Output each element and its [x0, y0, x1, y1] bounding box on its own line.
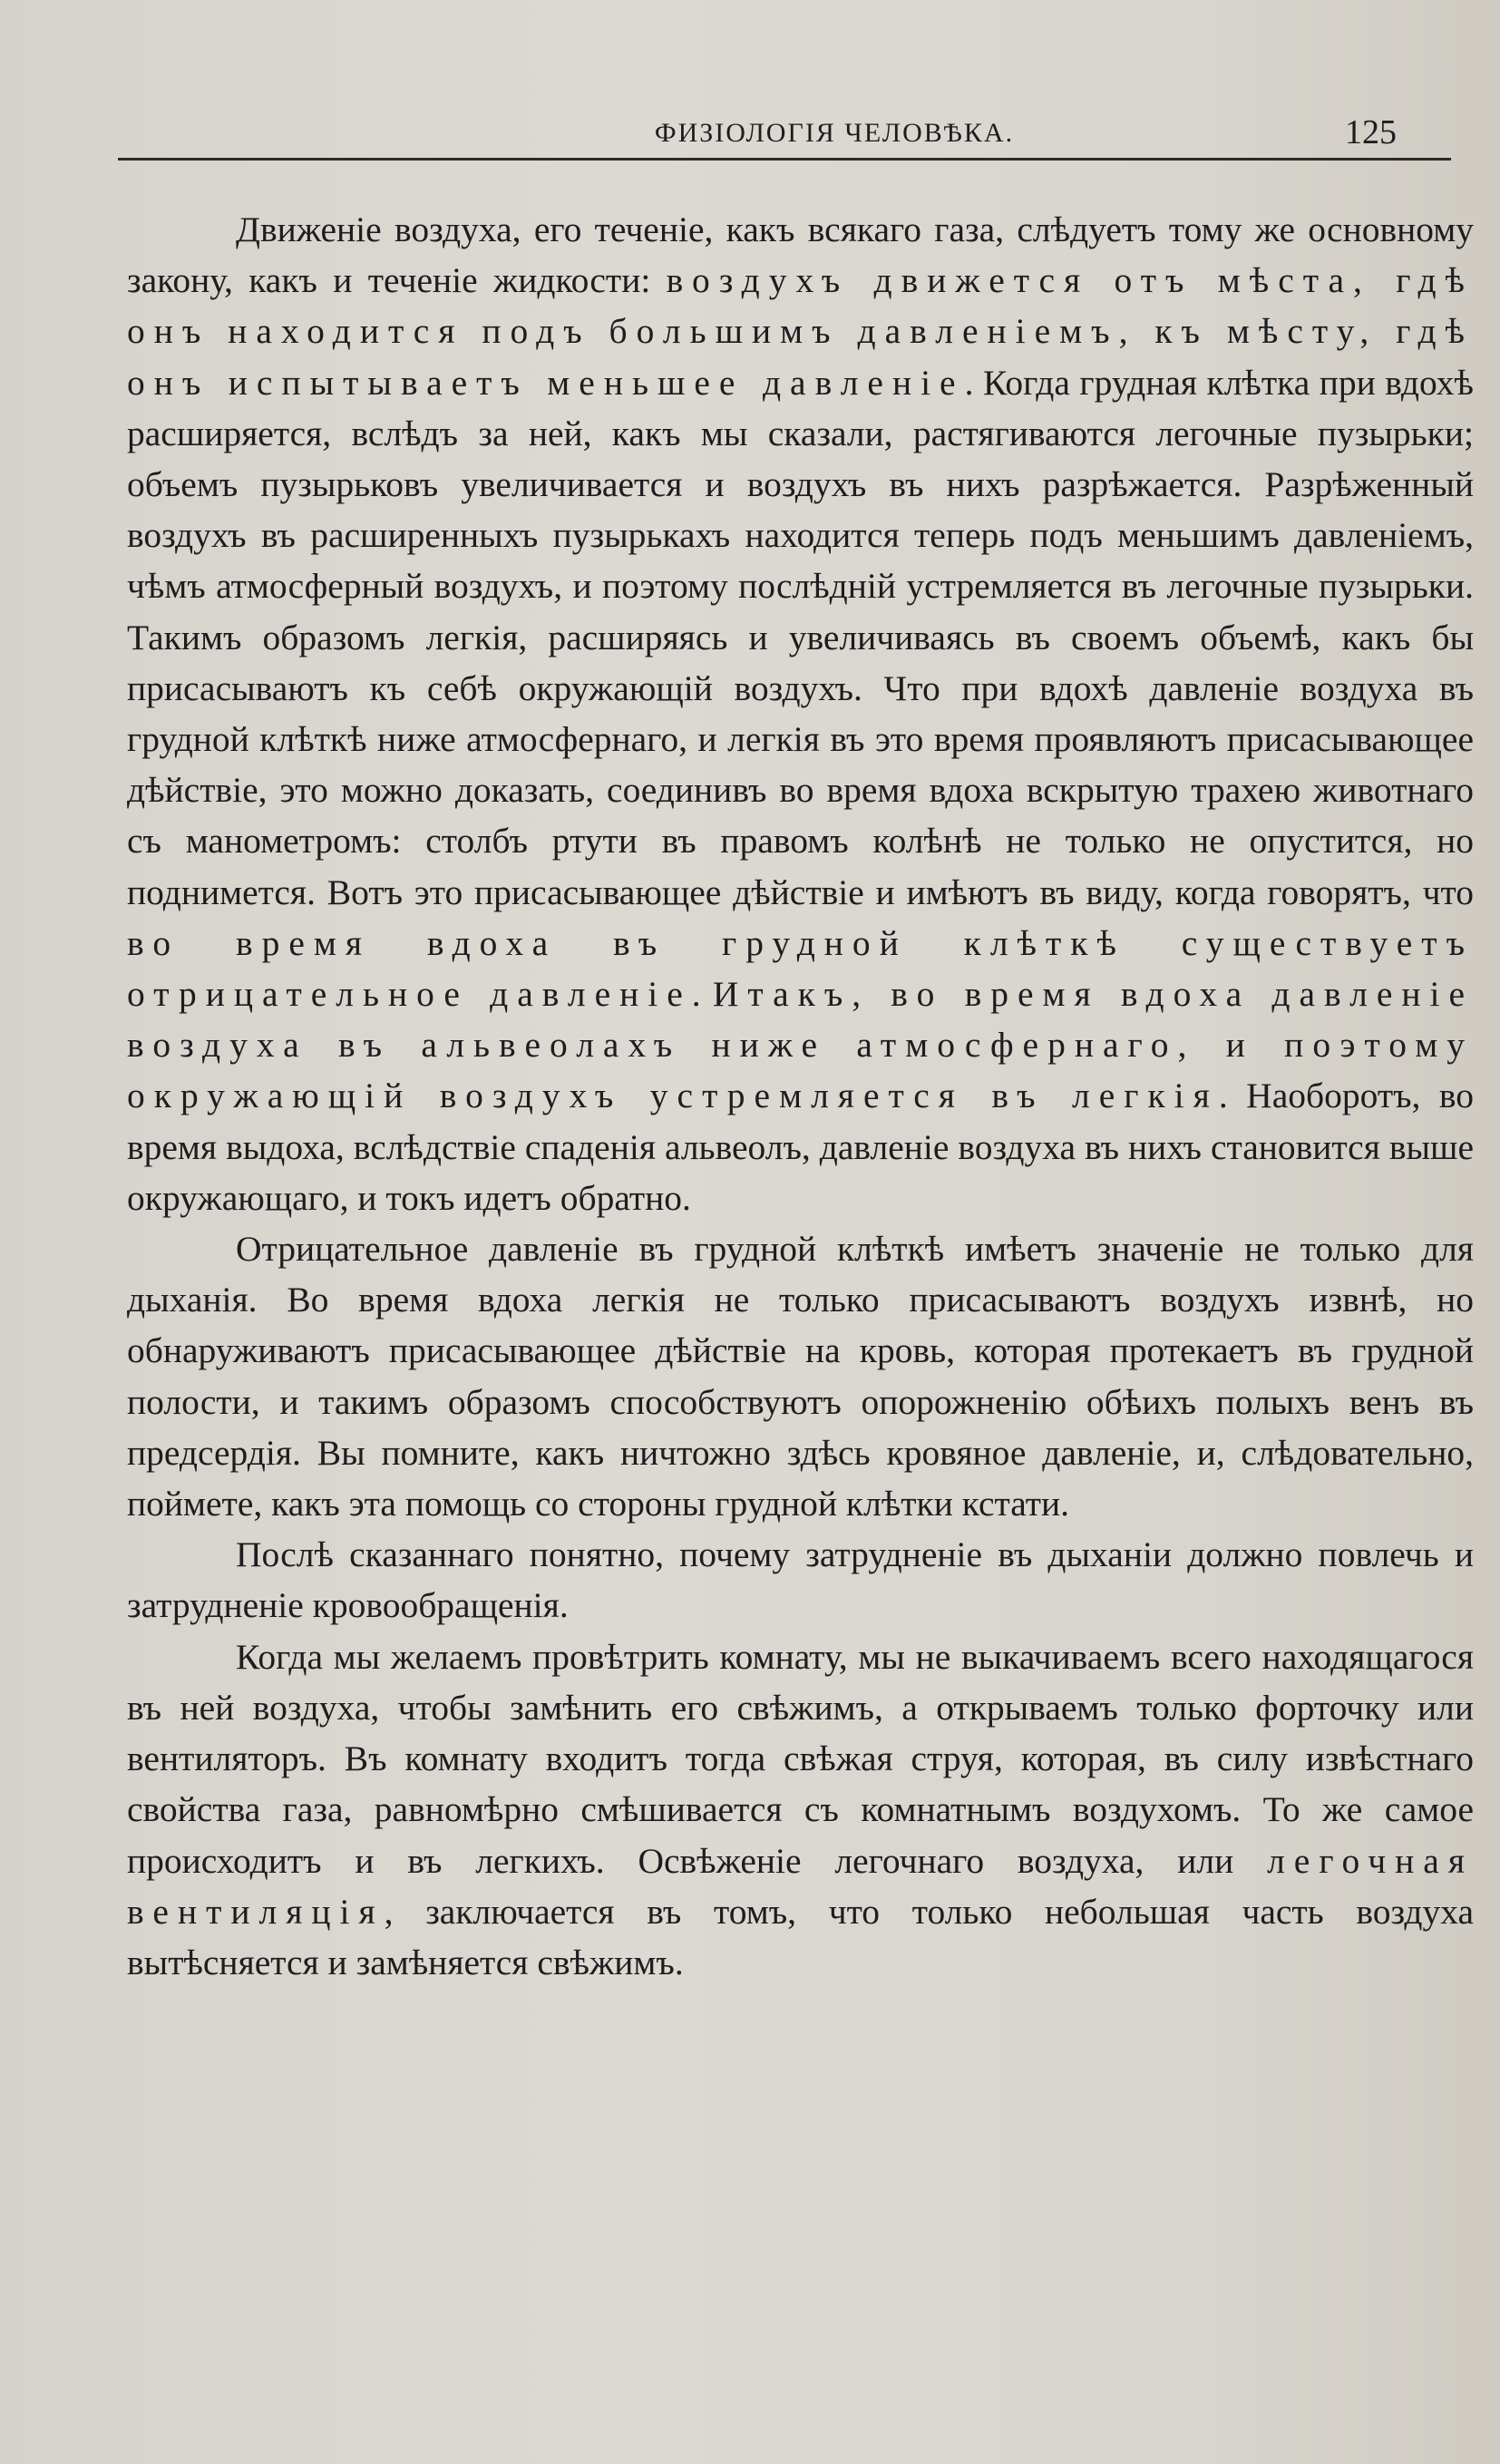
- paragraph-3: Послѣ сказаннаго понятно, почему затрудненіе въ дыханіи должно повлечь и затрудненіе кровообращенія.: [127, 1534, 1474, 1626]
- spaced-emphasis: легочная вентиляція: [127, 1840, 1474, 1932]
- text-run: Движеніе воздуха, его теченіе, какъ всякаго газа, слѣдуетъ тому же основному закону, какъ и теченіе жидкости:: [127, 209, 1474, 301]
- paragraph-1: [127, 204, 1474, 1223]
- page-number: 125: [1345, 113, 1397, 151]
- text-run: . Когда грудная клѣтка при вдохѣ расширяется, вслѣдъ за ней, какъ мы сказали, растягиваются легочные пузырьки; объемъ пузырьковъ увеличивается и воздухъ въ нихъ разрѣжается. Разрѣженный воздухъ въ расширенныхъ пузырькахъ находится теперь подъ меньшимъ давленіемъ, чѣмъ атмосферный воздухъ, и поэтому послѣдній устремляется въ легочные пузырьки. Такимъ образомъ легкія, расширяясь и увеличиваясь въ своемъ объемѣ, какъ бы присасываютъ къ себѣ окружающій воздухъ. Что при вдохѣ давленіе воздуха въ грудной клѣткѣ ниже атмосфернаго, и легкія въ это время проявляютъ присасывающее дѣйствіе, это можно доказать, соединивъ во время вдоха вскрытую трахею животнаго съ манометромъ: столбъ ртути въ правомъ колѣнѣ не только не опустится, но поднимется. Вотъ это присасывающее дѣйствіе и имѣютъ въ виду, когда говорятъ, что: [127, 362, 1474, 912]
- text-run: . Наоборотъ, во время выдоха, вслѣдствіе спаденія альвеолъ, давленіе воздуха въ нихъ становится выше окружающаго, и токъ идетъ обратно.: [127, 1076, 1474, 1218]
- text-run: Когда мы желаемъ провѣтрить комнату, мы не выкачиваемъ всего находящагося въ ней воздуха, чтобы замѣнить его свѣжимъ, а открываемъ только форточку или вентиляторъ. Въ комнату входитъ тогда свѣжая струя, которая, въ силу извѣстнаго свойства газа, равномѣрно смѣшивается съ комнатнымъ воздухомъ. То же самое происходитъ и въ легкихъ. Освѣженіе легочнаго воздуха, или: [127, 1636, 1474, 1881]
- spaced-emphasis: во время вдоха въ грудной клѣткѣ существуетъ отрицательное давленіе: [127, 922, 1474, 1015]
- running-title: ФИЗІОЛОГІЯ ЧЕЛОВѢКА.: [654, 118, 1015, 148]
- body-text: [127, 204, 1474, 1988]
- spaced-emphasis: Итакъ, во время вдоха давленіе воздуха въ альвеолахъ ниже атмосфернаго, и поэтому окружающій воздухъ устремляется въ легкія: [127, 974, 1474, 1116]
- text-run: .: [691, 974, 713, 1015]
- text-run: , заключается въ томъ, что только небольшая часть воздуха вытѣсняется и замѣняется свѣжимъ.: [127, 1891, 1474, 1982]
- spaced-emphasis: воздухъ движется отъ мѣста, гдѣ онъ находится подъ большимъ давленіемъ, къ мѣсту, гдѣ онъ испытываетъ меньшее давленіе: [127, 260, 1474, 403]
- running-header: [118, 113, 1451, 163]
- paragraph-4: [127, 1631, 1474, 1988]
- paragraph-2: Отрицательное давленіе въ грудной клѣткѣ имѣетъ значеніе не только для дыханія. Во время вдоха легкія не только присасываютъ воздухъ извнѣ, но обнаруживаютъ присасывающее дѣйствіе на кровь, которая протекаетъ въ грудной полости, и такимъ образомъ способствуютъ опорожненію обѣихъ полыхъ венъ въ предсердія. Вы помните, какъ ничтожно здѣсь кровяное давленіе, и, слѣдовательно, поймете, какъ эта помощь со стороны грудной клѣтки кстати.: [127, 1229, 1474, 1524]
- header-rule: [118, 158, 1451, 161]
